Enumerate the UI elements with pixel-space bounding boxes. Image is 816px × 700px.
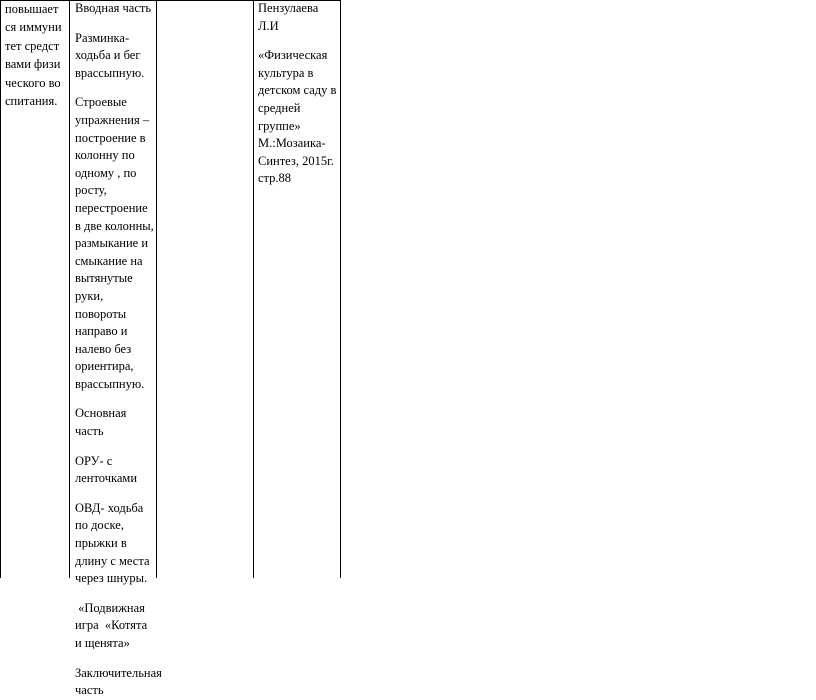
table-cell-literature: [258, 0, 338, 188]
lesson-general-exercises: ОРУ- с ленточками: [75, 453, 138, 486]
lesson-main-movements: ОВД- ходьба по доске, прыжки в длину с места через шнуры.: [75, 500, 150, 586]
lesson-intro-heading: Вводная часть: [75, 1, 152, 15]
literature-author: Пензулаева Л.И: [258, 1, 319, 33]
column-divider-3: [253, 0, 254, 578]
column-divider-1: [69, 0, 70, 578]
table-cell-lesson-structure: [75, 0, 162, 700]
table-cell-outcome: [5, 0, 64, 110]
table-left-border: [0, 0, 1, 578]
column-divider-2: [156, 0, 157, 578]
lesson-final-heading: Заключительная часть: [75, 665, 162, 698]
outcome-text: повышается иммунитет средствами физического воспитания.: [5, 2, 62, 109]
lesson-warmup: Разминка- ходьба и бег врассыпную.: [75, 30, 145, 80]
lesson-game: «Подвижная игра «Котята и щенята»: [75, 600, 151, 650]
literature-source: «Физическая культура в детском саду в средней группе» М.:Мозаика-Синтез, 2015г. стр.88: [258, 48, 337, 186]
lesson-main-heading: Основная часть: [75, 406, 127, 439]
table-right-border: [340, 0, 341, 578]
lesson-drills: Строевые упражнения – построение в колонну по одному , по росту, перестроение в две колонны, размыкание и смыкание на вытянутые руки, повороты направо и налево без ориентира, врассыпную.: [75, 95, 154, 391]
